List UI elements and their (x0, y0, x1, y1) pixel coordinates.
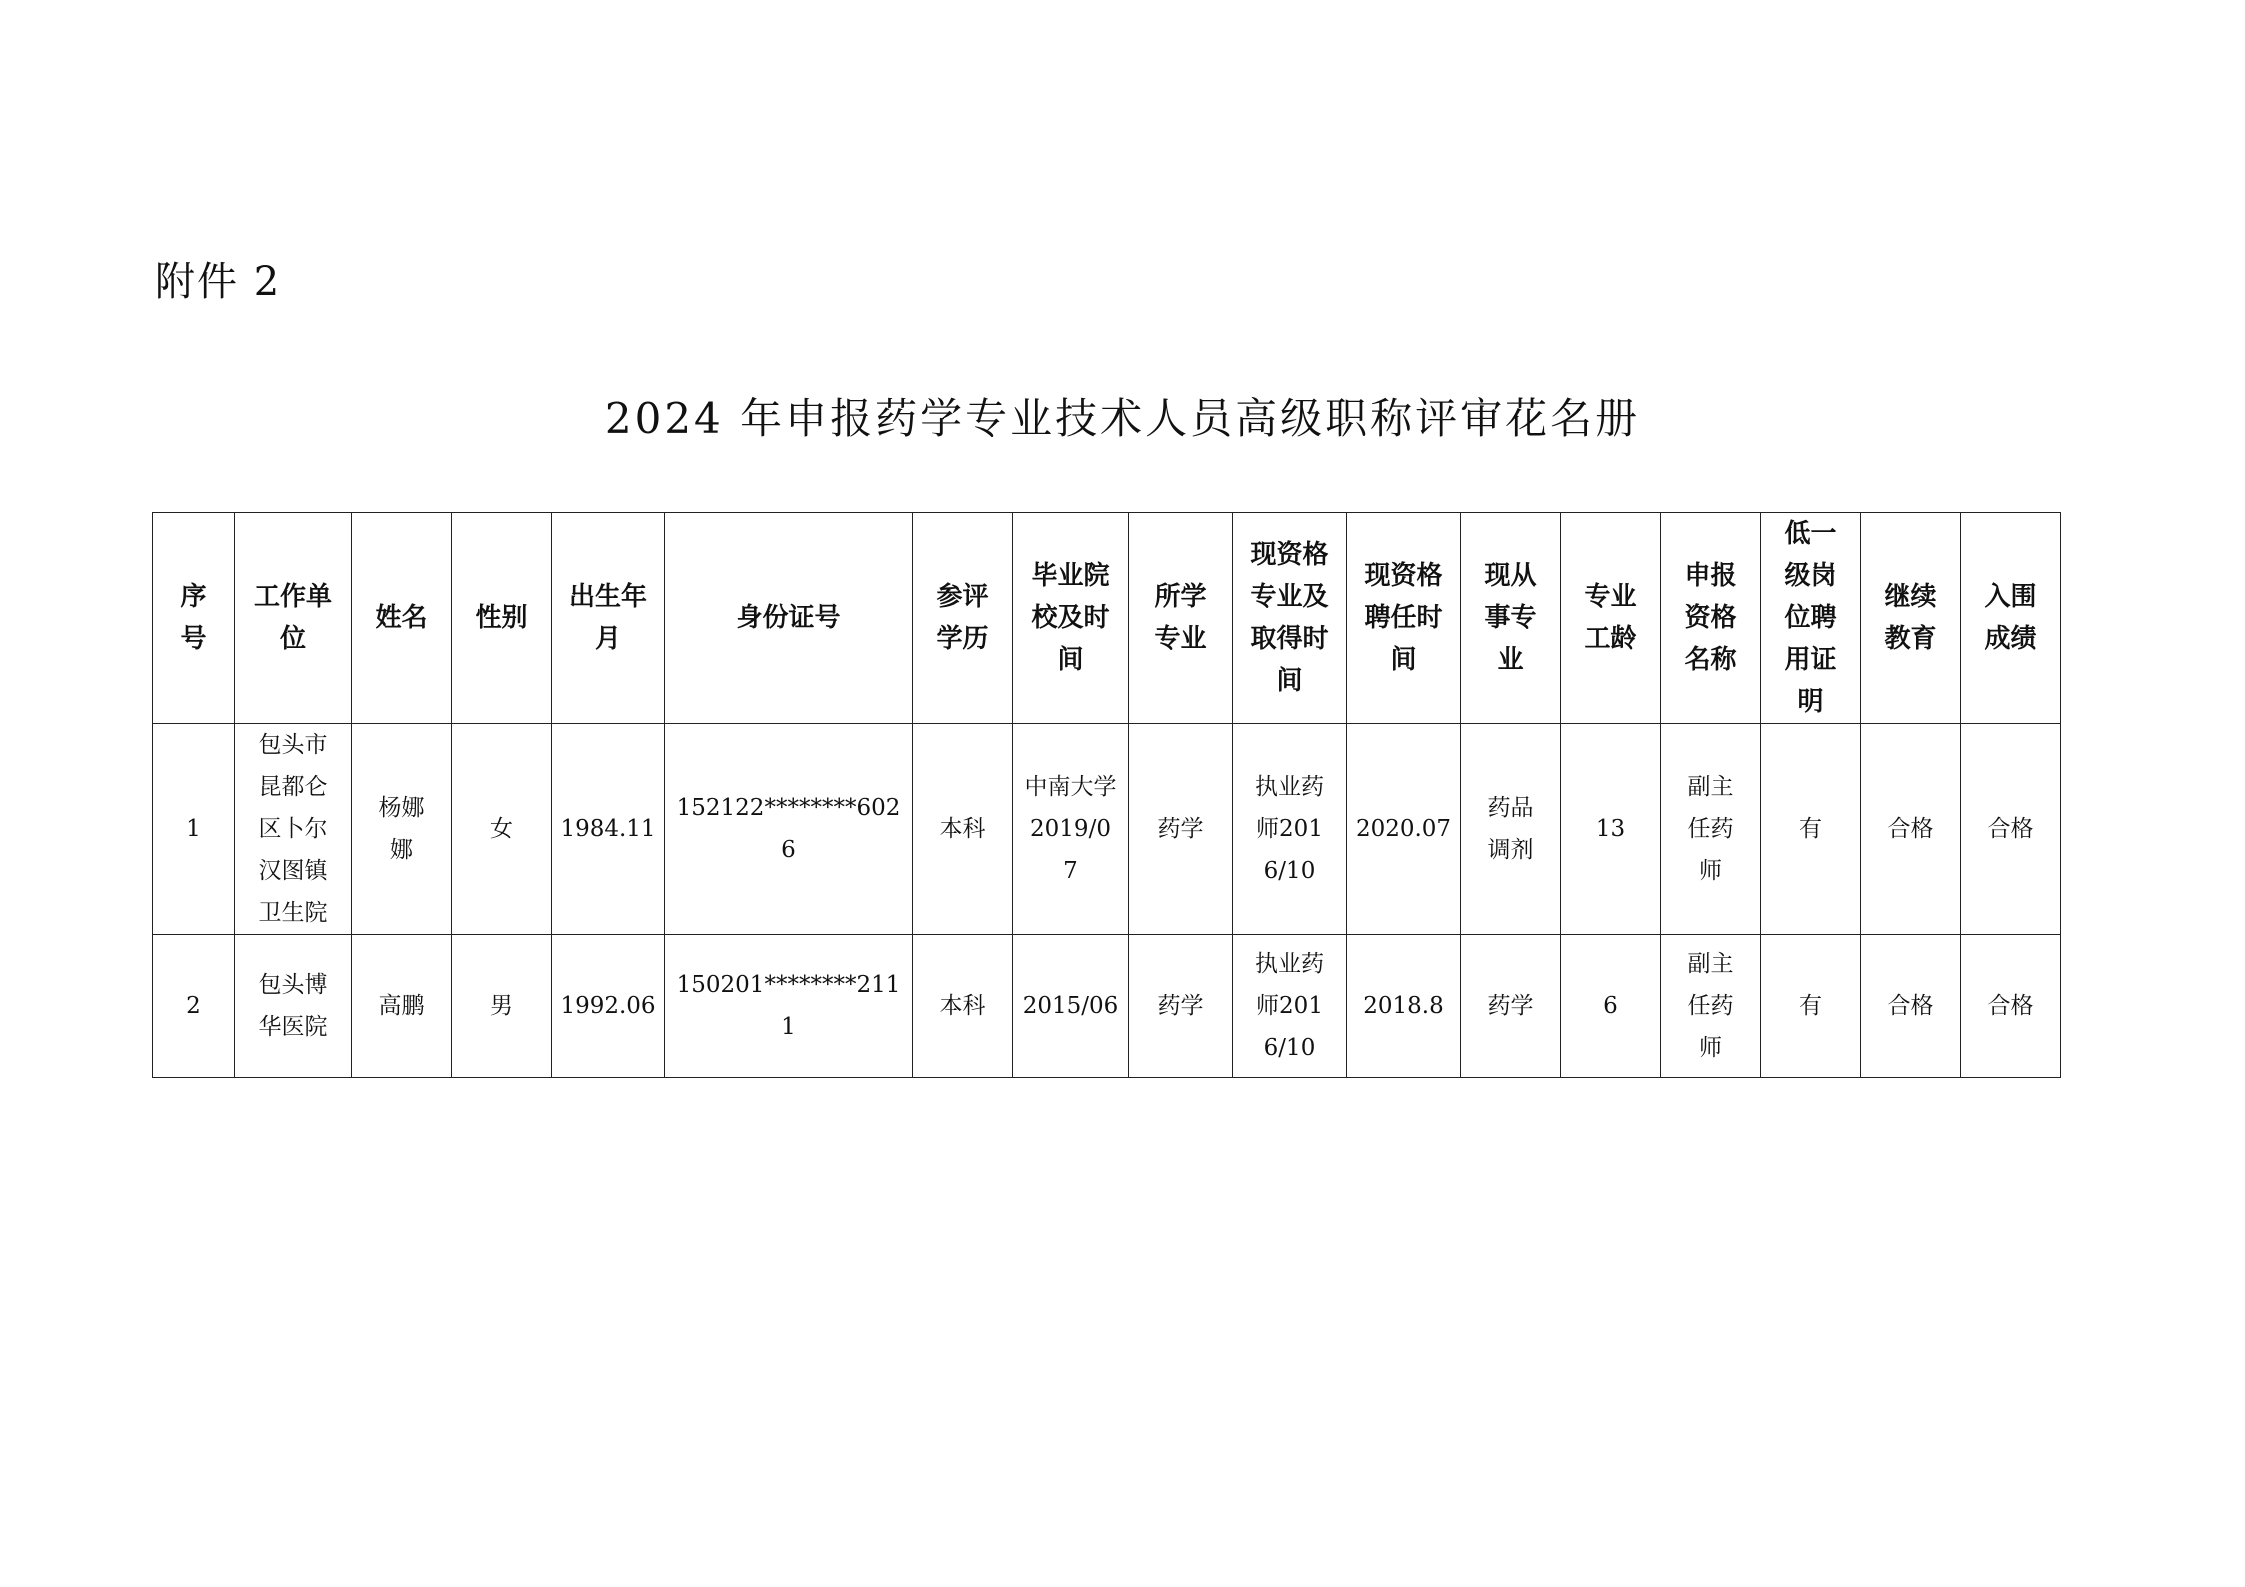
graduation-cell: 2015/06 (1013, 935, 1129, 1078)
work-unit-cell: 包头博华医院 (235, 935, 352, 1078)
header-cell: 所学专业 (1129, 513, 1233, 724)
continuing-education-cell: 合格 (1861, 935, 1961, 1078)
header-cell: 专业工龄 (1561, 513, 1661, 724)
shortlist-result-cell: 合格 (1961, 724, 2061, 935)
header-cell: 现资格专业及取得时间 (1233, 513, 1347, 724)
header-cell: 现资格聘任时间 (1347, 513, 1461, 724)
lower-post-proof-cell: 有 (1761, 724, 1861, 935)
table-row (153, 724, 2061, 935)
header-cell: 入围成绩 (1961, 513, 2061, 724)
gender-cell: 女 (452, 724, 552, 935)
gender-cell: 男 (452, 935, 552, 1078)
shortlist-result-cell: 合格 (1961, 935, 2061, 1078)
roster-table (152, 512, 2061, 1078)
graduation-cell: 中南大学2019/07 (1013, 724, 1129, 935)
serial-number-cell: 2 (153, 935, 235, 1078)
years-of-service-cell: 6 (1561, 935, 1661, 1078)
header-cell: 低一级岗位聘用证明 (1761, 513, 1861, 724)
applied-title-cell: 副主任药师 (1661, 724, 1761, 935)
header-cell: 继续教育 (1861, 513, 1961, 724)
name-cell: 高鹏 (352, 935, 452, 1078)
id-number-cell: 150201********2111 (665, 935, 913, 1078)
appointment-date-cell: 2020.07 (1347, 724, 1461, 935)
education-cell: 本科 (913, 935, 1013, 1078)
current-qualification-cell: 执业药师2016/10 (1233, 935, 1347, 1078)
name-cell: 杨娜娜 (352, 724, 452, 935)
attachment-label: 附件 2 (155, 259, 282, 305)
major-cell: 药学 (1129, 724, 1233, 935)
work-unit-cell: 包头市昆都仑区卜尔汉图镇卫生院 (235, 724, 352, 935)
id-number-cell: 152122********6026 (665, 724, 913, 935)
table-row (153, 935, 2061, 1078)
birth-date-cell: 1992.06 (552, 935, 665, 1078)
education-cell: 本科 (913, 724, 1013, 935)
serial-number-cell: 1 (153, 724, 235, 935)
current-field-cell: 药学 (1461, 935, 1561, 1078)
header-cell: 性别 (452, 513, 552, 724)
header-cell: 出生年月 (552, 513, 665, 724)
lower-post-proof-cell: 有 (1761, 935, 1861, 1078)
applied-title-cell: 副主任药师 (1661, 935, 1761, 1078)
appointment-date-cell: 2018.8 (1347, 935, 1461, 1078)
current-qualification-cell: 执业药师2016/10 (1233, 724, 1347, 935)
birth-date-cell: 1984.11 (552, 724, 665, 935)
header-cell: 身份证号 (665, 513, 913, 724)
header-cell: 申报资格名称 (1661, 513, 1761, 724)
major-cell: 药学 (1129, 935, 1233, 1078)
continuing-education-cell: 合格 (1861, 724, 1961, 935)
document-title: 2024 年申报药学专业技术人员高级职称评审花名册 (604, 394, 1641, 443)
header-cell: 工作单位 (235, 513, 352, 724)
header-cell: 毕业院校及时间 (1013, 513, 1129, 724)
header-cell: 序号 (153, 513, 235, 724)
header-cell: 姓名 (352, 513, 452, 724)
header-cell: 现从事专业 (1461, 513, 1561, 724)
table-header-row (153, 513, 2061, 724)
header-cell: 参评学历 (913, 513, 1013, 724)
years-of-service-cell: 13 (1561, 724, 1661, 935)
current-field-cell: 药品调剂 (1461, 724, 1561, 935)
